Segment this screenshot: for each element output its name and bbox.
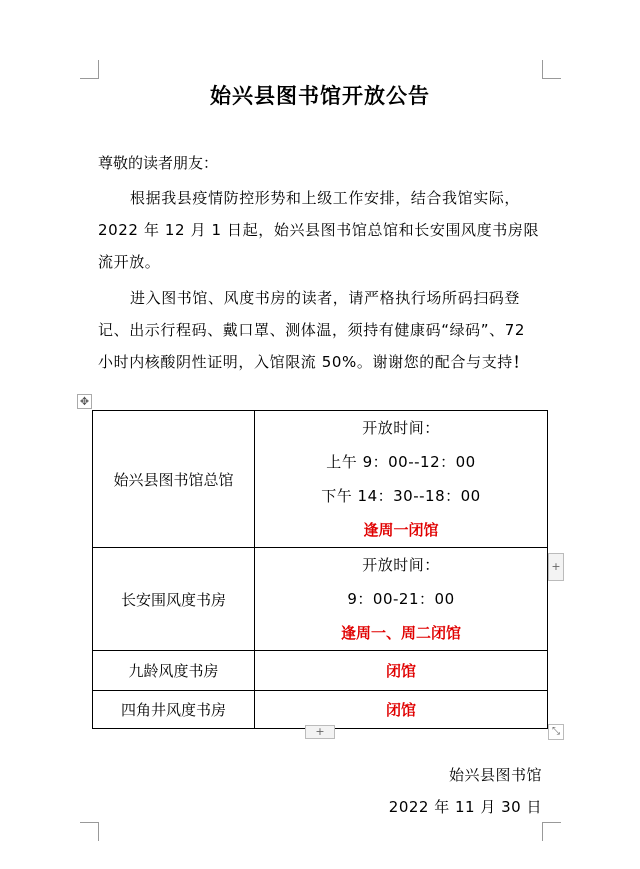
table-resize-icon[interactable]: ⤡ xyxy=(548,724,564,740)
closed-note: 闭馆 xyxy=(385,661,416,680)
table-row xyxy=(93,411,548,548)
closed-note: 逢周一、周二闭馆 xyxy=(340,624,461,642)
branch-name-cell: 始兴县图书馆总馆 xyxy=(93,411,255,548)
hours-cell xyxy=(255,691,548,729)
table-move-handle-icon[interactable]: ✥ xyxy=(77,394,92,409)
add-row-plus-icon[interactable]: + xyxy=(305,725,335,739)
signature-date: 2022 年 11 月 30 日 xyxy=(388,798,542,816)
hours-line: 下午 14：30--18：00 xyxy=(321,487,481,505)
signature-organization: 始兴县图书馆 xyxy=(448,766,542,784)
page-corner-bottom-right xyxy=(542,822,561,841)
page-corner-top-right xyxy=(542,60,561,79)
page-corner-bottom-left xyxy=(80,822,99,841)
closed-note: 闭馆 xyxy=(385,700,416,719)
paragraph-2-text: 进入图书馆、风度书房的读者，请严格执行场所码扫码登记、出示行程码、戴口罩、测体温，须持有健康码“绿码”、72 小时内核酸阴性证明，入馆限流 50%。谢谢您的配合与支持 xyxy=(98,289,526,371)
add-column-plus-icon[interactable]: + xyxy=(548,553,564,581)
branch-name-cell: 四角井风度书房 xyxy=(93,691,255,729)
paragraph-2 xyxy=(98,282,542,378)
table-row xyxy=(93,651,548,691)
hours-line: 上午 9：00--12：00 xyxy=(326,453,476,471)
closed-note: 逢周一闭馆 xyxy=(363,521,439,539)
page-corner-top-left xyxy=(80,60,99,79)
hours-cell xyxy=(255,548,548,651)
table-row xyxy=(93,691,548,729)
paragraph-2-end: ！ xyxy=(512,353,529,371)
document-title: 始兴县图书馆开放公告 xyxy=(210,84,430,108)
hours-line: 开放时间： xyxy=(362,419,440,437)
hours-cell xyxy=(255,651,548,691)
hours-line: 开放时间： xyxy=(362,556,440,574)
hours-cell xyxy=(255,411,548,548)
table-row xyxy=(93,548,548,651)
opening-hours-table xyxy=(92,410,548,729)
branch-name-cell: 九龄风度书房 xyxy=(93,651,255,691)
greeting: 尊敬的读者朋友： xyxy=(98,154,219,172)
hours-line: 9：00-21：00 xyxy=(347,590,455,608)
branch-name-cell: 长安围风度书房 xyxy=(93,548,255,651)
paragraph-1: 根据我县疫情防控形势和上级工作安排，结合我馆实际，2022 年 12 月 1 日起，始兴县图书馆总馆和长安围风度书房限流开放。 xyxy=(98,189,540,271)
